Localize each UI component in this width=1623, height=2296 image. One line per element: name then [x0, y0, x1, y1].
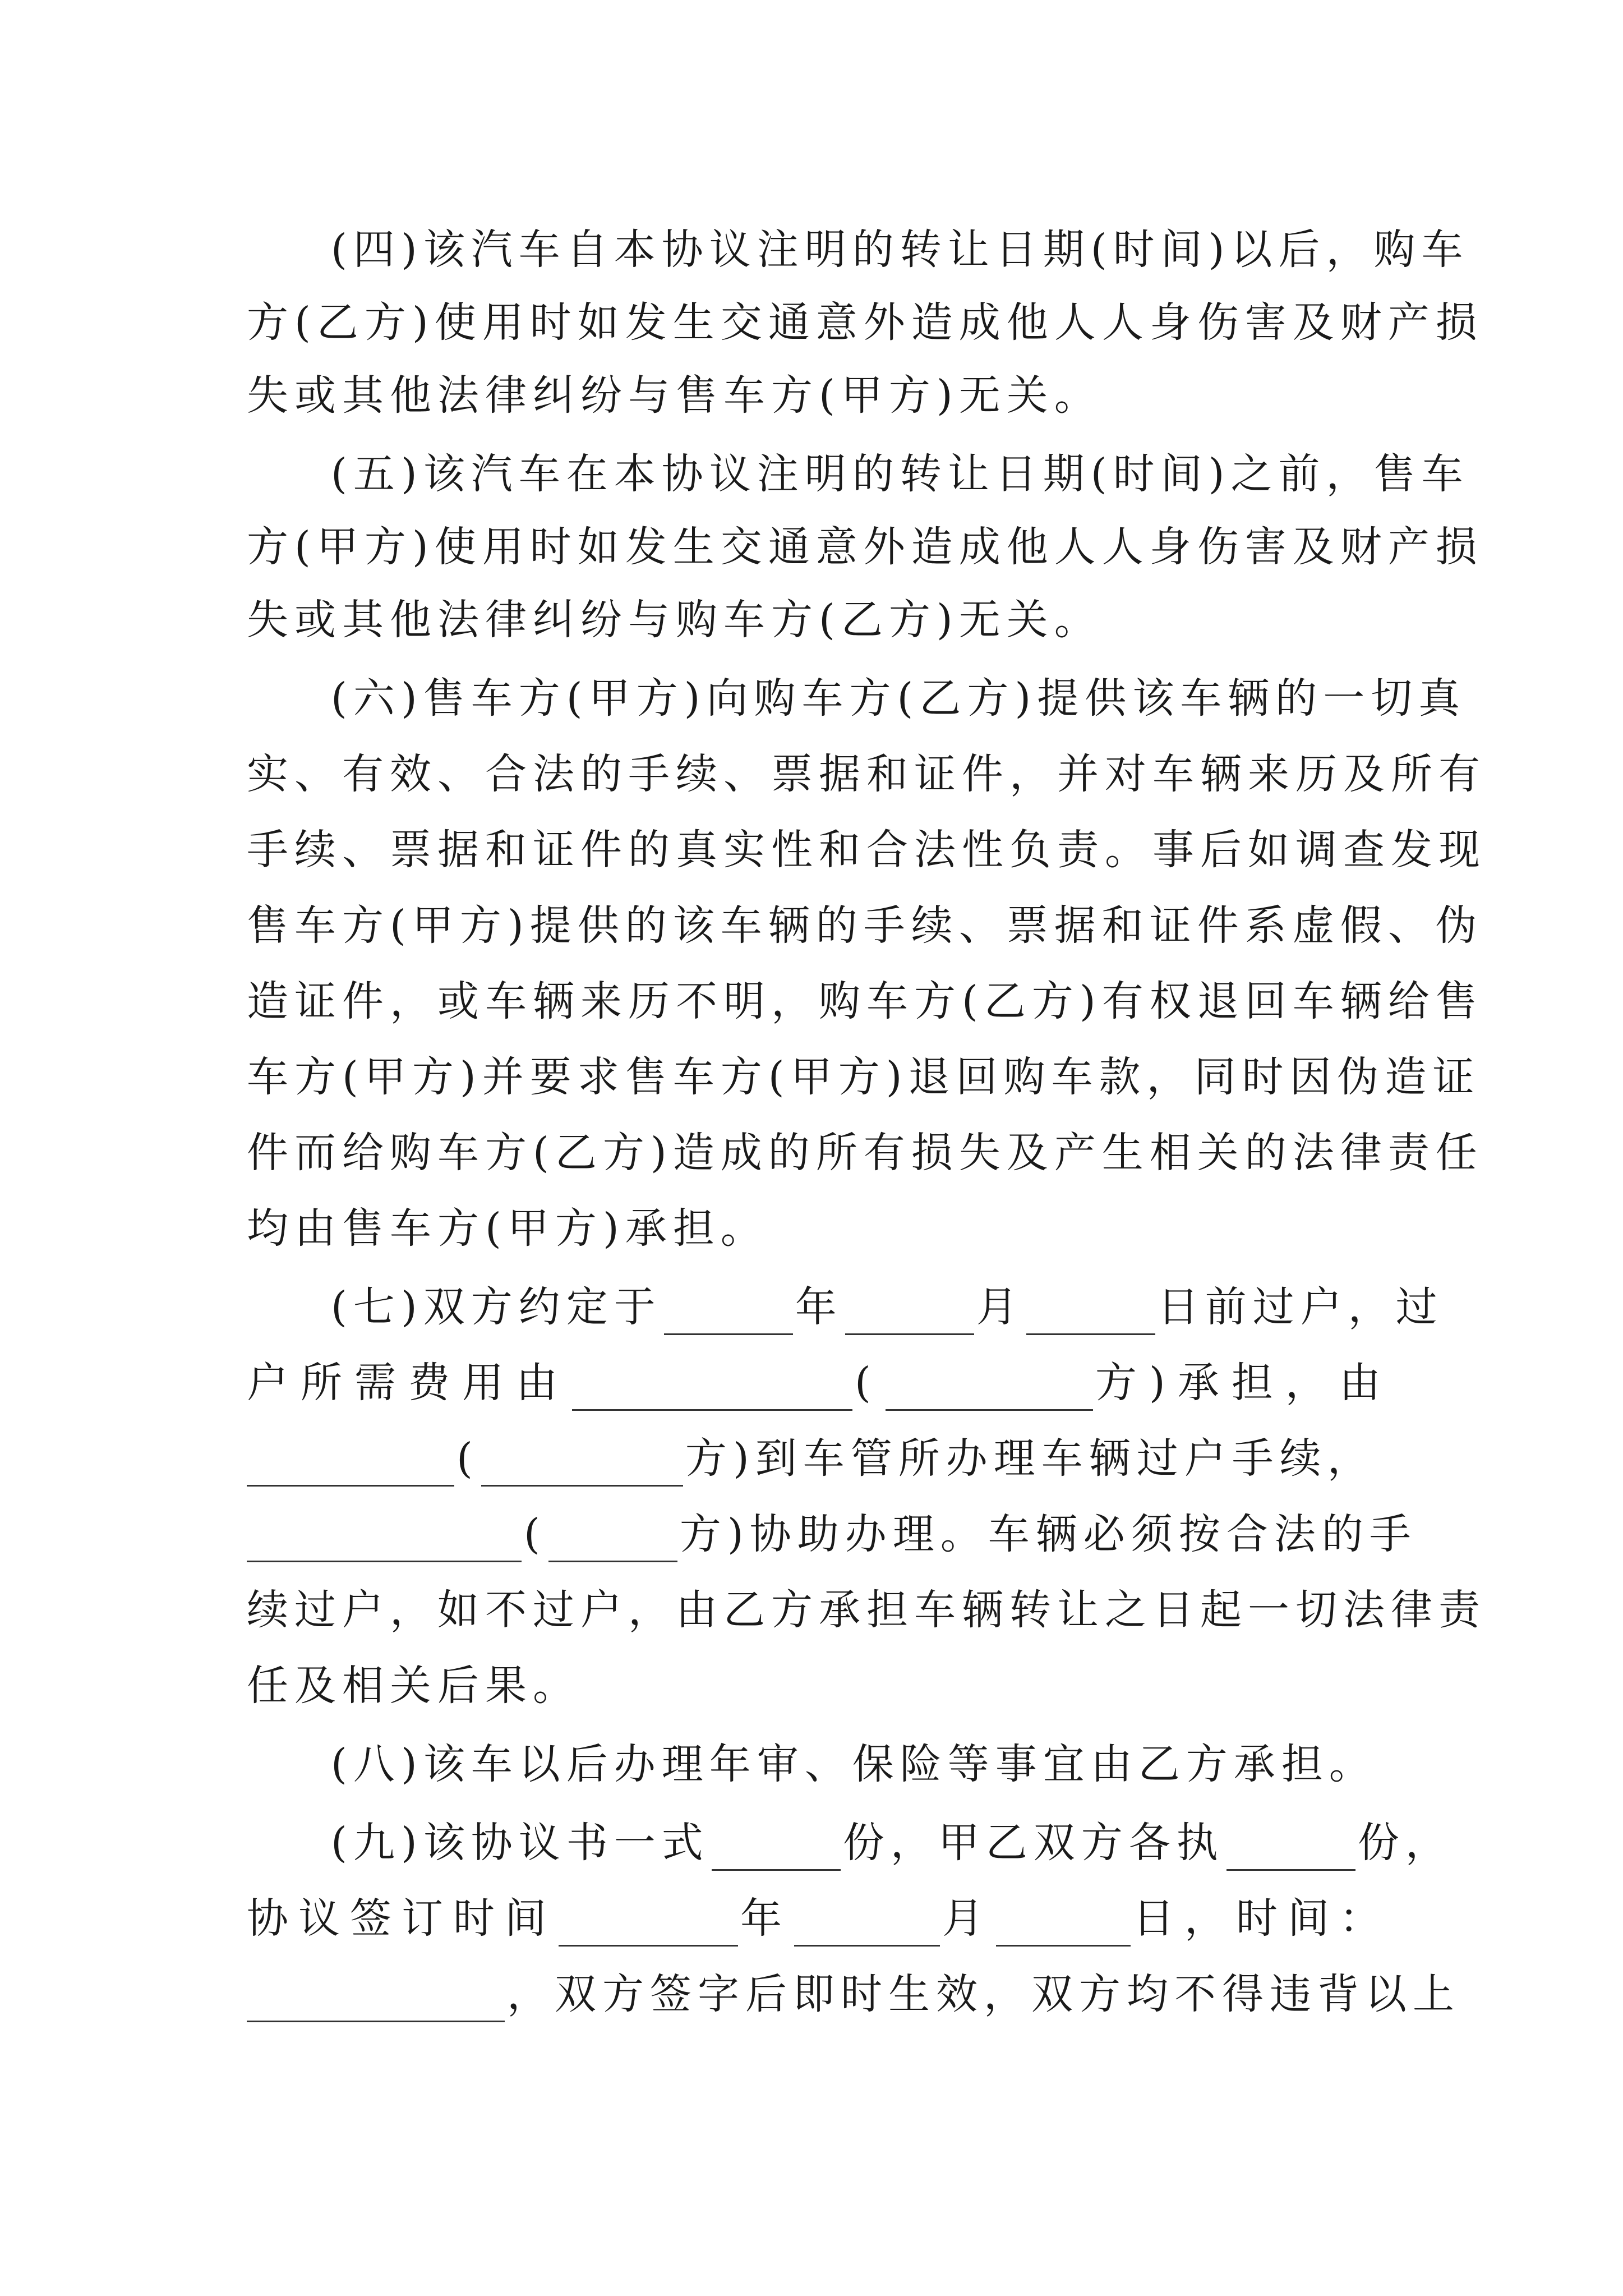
clause-7-line-6: 任及相关后果。 [247, 1662, 580, 1710]
clause-7-text: 年 [795, 1283, 843, 1331]
clause-7-text: 方)承担，由 [1095, 1359, 1393, 1407]
clause-9-text: 月 [942, 1894, 994, 1943]
blank-field[interactable] [481, 1446, 683, 1487]
clause-5-line-3: 失或其他法律纠纷与购车方(乙方)无关。 [247, 596, 1102, 644]
clause-7-text: 方)到车管所办理车辆过户手续， [685, 1434, 1375, 1483]
clause-7-text: (七)双方约定于 [331, 1283, 662, 1331]
clause-7-text: ( [457, 1434, 479, 1483]
clause-6-line-2: 实、有效、合法的手续、票据和证件，并对车辆来历及所有 [247, 750, 1486, 798]
clause-6-line-3: 手续、票据和证件的真实性和合法性负责。事后如调查发现 [247, 826, 1486, 874]
clause-9-text: 份， [1357, 1819, 1453, 1867]
blank-field[interactable] [1026, 1294, 1155, 1335]
clause-7-text: ( [855, 1359, 883, 1407]
clause-7-line-3 [247, 1430, 1385, 1487]
clause-6-line-4: 售车方(甲方)提供的该车辆的手续、票据和证件系虚假、伪 [247, 901, 1483, 950]
clause-9-text: (九)该协议书一式 [331, 1819, 709, 1867]
blank-field[interactable] [559, 1906, 738, 1947]
clause-7-text: ( [524, 1510, 546, 1558]
blank-field[interactable] [247, 1521, 522, 1562]
clause-8-line-1: (八)该车以后办理年审、保险等事宜由乙方承担。 [331, 1740, 1377, 1788]
blank-field[interactable] [548, 1521, 677, 1562]
clause-9-line-1 [331, 1815, 1453, 1871]
clause-7-text: 户所需费用由 [247, 1359, 570, 1407]
blank-field[interactable] [247, 1446, 454, 1487]
blank-field[interactable] [845, 1294, 974, 1335]
clause-6-line-1: (六)售车方(甲方)向购车方(乙方)提供该车辆的一切真 [331, 674, 1467, 723]
blank-field[interactable] [664, 1294, 793, 1335]
blank-field[interactable] [794, 1906, 940, 1947]
clause-9-text: ，双方签字后即时生效，双方均不得违背以上 [507, 1970, 1460, 2018]
blank-field[interactable] [996, 1906, 1131, 1947]
clause-6-line-8: 均由售车方(甲方)承担。 [247, 1204, 768, 1253]
clause-7-line-2 [247, 1355, 1393, 1411]
clause-7-text: 方)协助办理。车辆必须按合法的手 [679, 1510, 1417, 1558]
blank-field[interactable] [1227, 1830, 1355, 1871]
clause-9-line-2 [247, 1890, 1391, 1947]
clause-6-line-5: 造证件，或车辆来历不明，购车方(乙方)有权退回车辆给售 [247, 977, 1483, 1025]
clause-6-line-7: 件而给购车方(乙方)造成的所有损失及产生相关的法律责任 [247, 1129, 1483, 1177]
blank-field[interactable] [886, 1370, 1093, 1411]
clause-9-text: 年 [740, 1894, 792, 1943]
clause-5-line-1: (五)该汽车在本协议注明的转让日期(时间)之前，售车 [331, 450, 1469, 498]
blank-field[interactable] [712, 1830, 841, 1871]
clause-9-text: 协议签订时间 [247, 1894, 556, 1943]
clause-5-line-2: 方(甲方)使用时如发生交通意外造成他人人身伤害及财产损 [247, 523, 1483, 571]
blank-field[interactable] [572, 1370, 852, 1411]
clause-4-line-2: 方(乙方)使用时如发生交通意外造成他人人身伤害及财产损 [247, 298, 1483, 347]
clause-7-line-1 [331, 1279, 1444, 1335]
clause-4-line-1: (四)该汽车自本协议注明的转让日期(时间)以后，购车 [331, 226, 1469, 274]
clause-6-line-6: 车方(甲方)并要求售车方(甲方)退回购车款，同时因伪造证 [247, 1053, 1481, 1101]
clause-9-line-3 [247, 1966, 1460, 2022]
clause-9-text: 份，甲乙双方各执 [842, 1819, 1224, 1867]
clause-4-line-3: 失或其他法律纠纷与售车方(甲方)无关。 [247, 371, 1102, 420]
clause-7-line-5: 续过户，如不过户，由乙方承担车辆转让之日起一切法律责 [247, 1586, 1486, 1634]
clause-9-text: 日，时间： [1133, 1894, 1391, 1943]
clause-7-text: 月 [976, 1283, 1024, 1331]
clause-7-text: 日前过户，过 [1157, 1283, 1444, 1331]
blank-field[interactable] [247, 1981, 505, 2022]
clause-7-line-4 [247, 1506, 1417, 1562]
